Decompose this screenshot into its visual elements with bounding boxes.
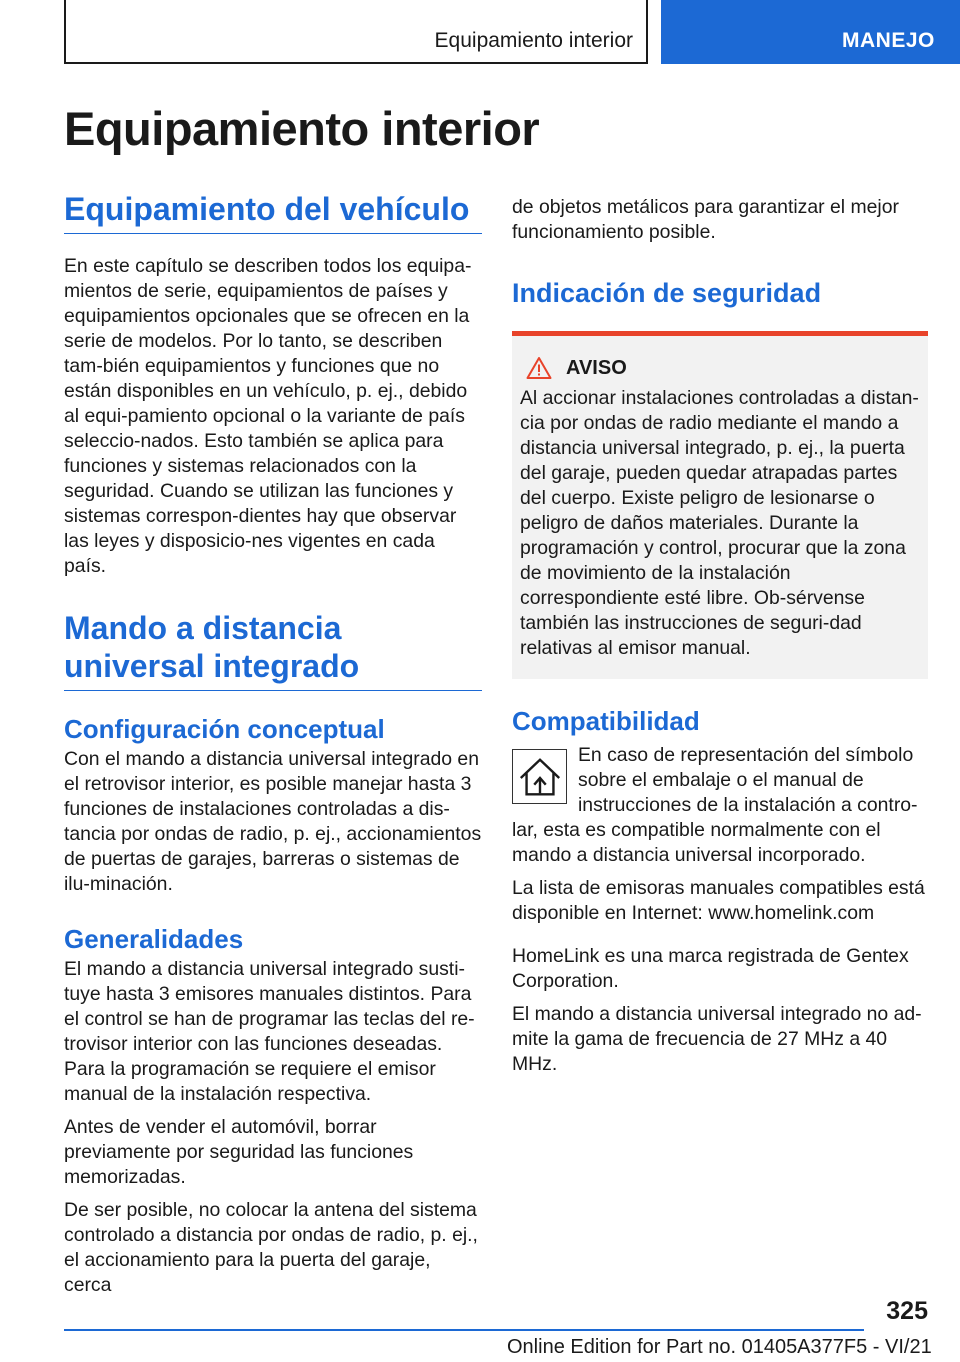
heading-general: Generalidades: [64, 924, 244, 954]
header-section-label: Equipamiento interior: [434, 29, 633, 52]
warning-header: [526, 356, 922, 380]
footer-edition: Online Edition for Part no. 01405A377F5 - VI/21: [507, 1336, 932, 1358]
paragraph-general-1: El mando a distancia universal integrado susti-tuye hasta 3 emisores manuales distintos. Para el control se han de programar las teclas del re-trovisor interior con las funciones deseadas. Para la programación se requiere el emisor manual de la instalación respectiva.: [64, 958, 475, 1105]
paragraph-general-2: Antes de vender el automóvil, borrar previamente por seguridad las funciones memorizadas.: [64, 1116, 414, 1188]
paragraph-compatibility-2: La lista de emisoras manuales compatibles está disponible en Internet: www.homelink.com: [512, 877, 925, 924]
left-column: [64, 190, 482, 1298]
paragraph-general-3: De ser posible, no colocar la antena del sistema controlado a distancia por ondas de radio, p. ej., el accionamiento para la puerta del garaje, cerca: [64, 1199, 478, 1296]
paragraph-compatibility-1: En caso de representación del símbolo sobre el embalaje o el manual de instrucciones de la instalación a contro-lar, esta es compatible normalmente con el mando a distancia universal incorporado.: [512, 744, 918, 866]
right-column: [512, 195, 928, 1077]
homelink-house-icon: [512, 749, 567, 804]
heading-safety: Indicación de seguridad: [512, 278, 822, 308]
heading-concept: Configuración conceptual: [64, 714, 385, 744]
page-title: Equipamiento interior: [64, 102, 540, 155]
warning-triangle-icon: [526, 356, 552, 380]
header-chapter-tab[interactable]: [661, 0, 960, 64]
header-section-tab: [64, 0, 648, 64]
compatibility-block: [512, 743, 928, 868]
paragraph-compatibility-3: HomeLink es una marca registrada de Gentex Corporation.: [512, 945, 909, 992]
paragraph-compatibility-4: El mando a distancia universal integrado no ad-mite la gama de frecuencia de 27 MHz a 40 MHz.: [512, 1003, 922, 1075]
header-chapter-label: MANEJO: [842, 29, 935, 52]
heading-compatibility: Compatibilidad: [512, 706, 700, 736]
heading-universal-remote: Mando a distancia universal integrado: [64, 609, 482, 691]
paragraph-continued: de objetos metálicos para garantizar el mejor funcionamiento posible.: [512, 196, 899, 243]
paragraph-vehicle-equipment: En este capítulo se describen todos los equipa-mientos de serie, equipamientos de países y equipamientos opcionales que se ofrecen en la serie de modelos. Por lo tanto, se describen tam-bién equipamientos y funciones que no están disponibles en un vehículo, p. ej., debido al equi-pamiento opcional o la variante de país seleccio-nados. Esto también se aplica para funciones y sistemas relacionados con la seguridad. Cuando se utilizan las funciones y sistemas correspon-dientes hay que observar las leyes y disposicio-nes vigentes en cada país.: [64, 255, 472, 577]
heading-vehicle-equipment: Equipamiento del vehículo: [64, 190, 482, 234]
warning-label: AVISO: [566, 356, 627, 379]
page-number: 325: [886, 1297, 928, 1325]
warning-box: [512, 331, 928, 679]
paragraph-concept: Con el mando a distancia universal integrado en el retrovisor interior, es posible manejar hasta 3 funciones de instalaciones controladas a dis-tancia por ondas de radio, p. ej., accionamientos de puertas de garajes, barreras o sistemas de ilu-minación.: [64, 748, 482, 895]
footer-divider: [64, 1329, 864, 1331]
warning-text: Al accionar instalaciones controladas a distan-cia por ondas de radio mediante el mando a distancia universal integrado, p. ej., la puerta del garaje, pueden quedar atrapadas partes del cuerpo. Existe peligro de lesionarse o peligro de daños materiales. Durante la programación y control, procurar que la zona de movimiento de la instalación correspondiente esté libre. Ob-sérvense también las instrucciones de seguri-dad relativas al emisor manual.: [520, 387, 919, 659]
